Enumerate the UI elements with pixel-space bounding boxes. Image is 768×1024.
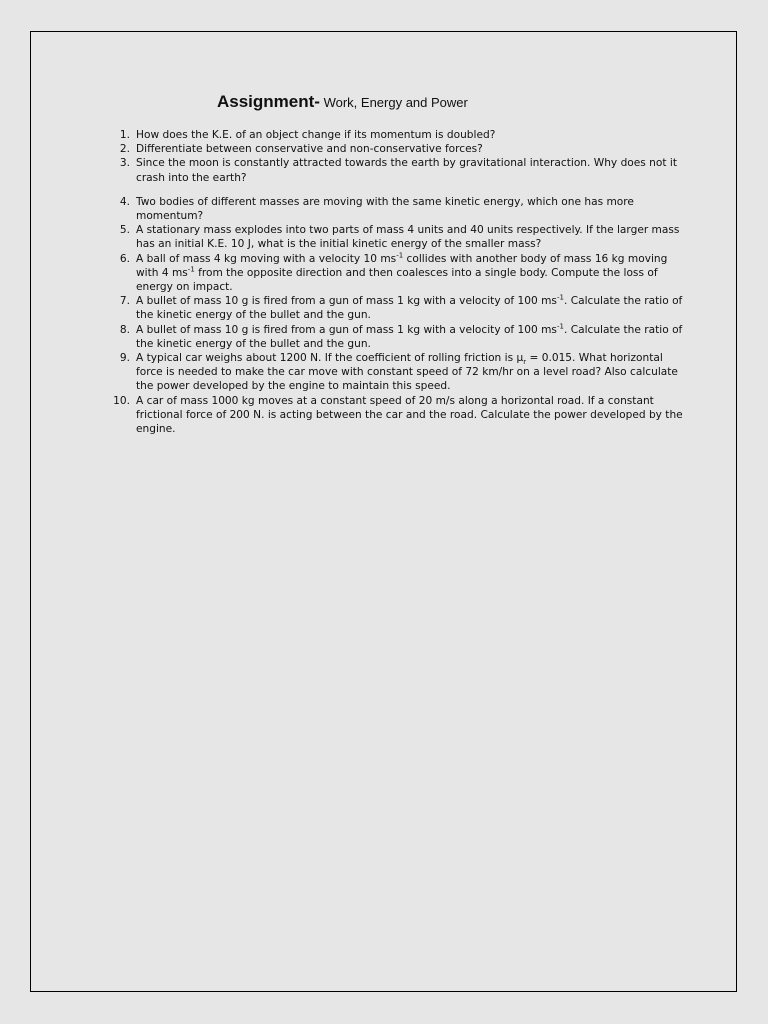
question-text-part: A ball of mass 4 kg moving with a velocity 10 ms <box>136 252 397 265</box>
question-text-part: . Calculate the ratio of the kinetic energy of the bullet and the gun. <box>136 323 683 350</box>
question-text-part: A typical car weighs about 1200 N. If the coefficient of rolling friction is μ <box>136 352 524 365</box>
question-number: 10. <box>113 394 130 407</box>
question-text <box>136 295 682 321</box>
question-number: 8. <box>119 323 130 336</box>
question-text: How does the K.E. of an object change if its momentum is doubled? <box>136 129 496 141</box>
question-item <box>111 195 691 223</box>
question-number: 2. <box>119 143 130 156</box>
question-text-part: . Calculate the ratio of the kinetic energy of the bullet and the gun. <box>136 295 683 322</box>
question-number: 6. <box>119 252 130 265</box>
question-number: 9. <box>119 352 130 365</box>
superscript: -1 <box>187 265 195 274</box>
question-text <box>136 253 667 293</box>
question-number: 3. <box>119 157 130 170</box>
question-number: 7. <box>119 295 130 308</box>
question-text-part: A bullet of mass 10 g is fired from a gun of mass 1 kg with a velocity of 100 ms <box>136 323 557 336</box>
question-list <box>111 128 691 436</box>
question-text-part: collides with another body of mass 16 kg moving with 4 ms <box>136 252 668 279</box>
question-item <box>111 156 691 184</box>
question-text: A car of mass 1000 kg moves at a constant speed of 20 m/s along a horizontal road. If a constant frictional force of 200 N. is acting between the car and the road. Calculate the power developed by the engine. <box>136 394 683 436</box>
superscript: -1 <box>396 251 404 260</box>
document-page <box>30 31 737 992</box>
question-number: 1. <box>119 129 130 141</box>
question-text: A stationary mass explodes into two parts of mass 4 units and 40 units respectively. If the larger mass has an initial K.E. 10 J, what is the initial kinetic energy of the smaller mass? <box>136 224 680 251</box>
question-text: Two bodies of different masses are moving with the same kinetic energy, which one has more momentum? <box>136 195 634 223</box>
question-item <box>111 142 691 156</box>
question-text <box>136 324 682 350</box>
assignment-title <box>217 92 468 112</box>
question-number: 5. <box>119 224 130 237</box>
question-item <box>111 394 691 437</box>
question-item <box>111 351 691 394</box>
question-number: 4. <box>119 195 130 208</box>
subscript: r <box>523 358 527 367</box>
question-text: Since the moon is constantly attracted towards the earth by gravitational interaction. Why does not it crash into the earth? <box>136 157 677 184</box>
question-text-part: A bullet of mass 10 g is fired from a gun of mass 1 kg with a velocity of 100 ms <box>136 295 557 308</box>
superscript: -1 <box>556 293 564 302</box>
question-item <box>111 223 691 251</box>
question-text-part: from the opposite direction and then coalesces into a single body. Compute the loss of energy on impact. <box>136 266 658 294</box>
title-bold: Assignment- <box>217 92 320 111</box>
title-subject: Work, Energy and Power <box>319 95 468 110</box>
question-item <box>111 294 691 322</box>
question-text-part: = 0.015. What horizontal force is needed to make the car move with constant speed of 72 km/hr on a level road? Also calculate the power developed by the engine to maintain this speed. <box>136 352 678 393</box>
superscript: -1 <box>556 322 564 331</box>
question-item <box>111 252 691 295</box>
question-item <box>111 323 691 351</box>
question-text: Differentiate between conservative and non-conservative forces? <box>136 143 483 156</box>
question-text <box>136 352 678 392</box>
question-item <box>111 128 691 142</box>
